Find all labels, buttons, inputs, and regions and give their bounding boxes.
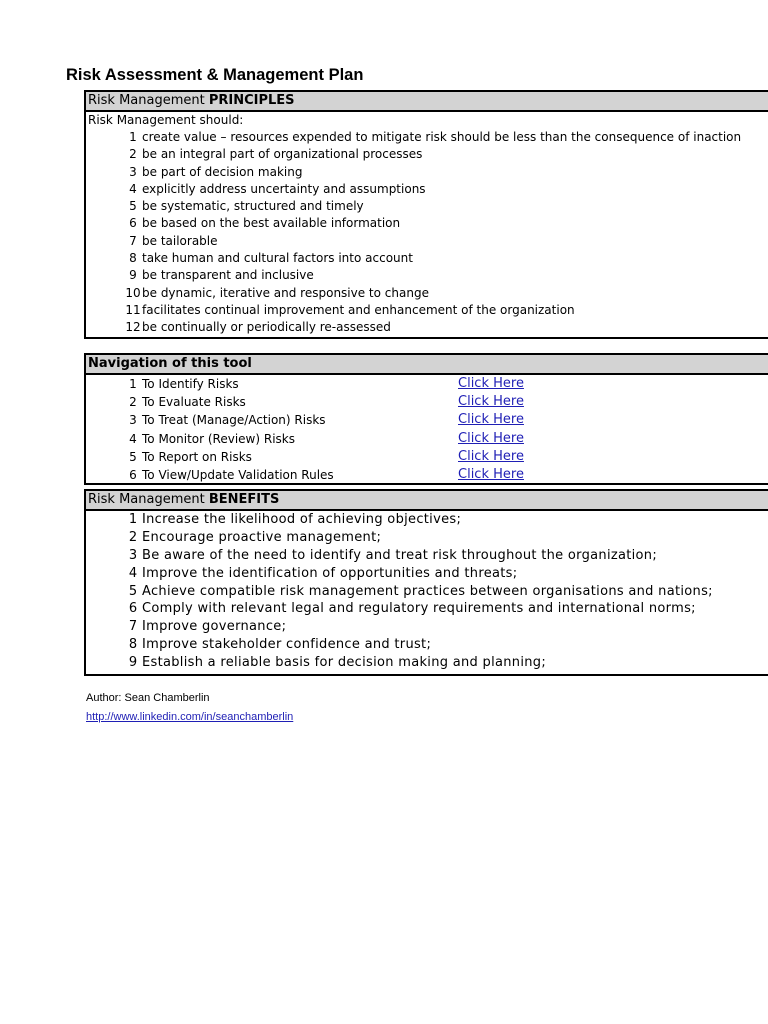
item-text: create value – resources expended to mitigate risk should be less than the consequence of inaction [142, 130, 742, 144]
item-number [86, 375, 142, 393]
item-number-text: 6 [128, 601, 138, 617]
item-text: be tailorable [142, 233, 218, 248]
list-item [86, 302, 768, 319]
item-number-text: 2 [129, 147, 137, 162]
click-here-link[interactable]: Click Here [458, 412, 524, 428]
item-text: Improve the identification of opportunities and threats; [142, 565, 518, 581]
item-number [86, 636, 142, 654]
item-number [86, 547, 142, 565]
item-number-text: 3 [129, 164, 137, 179]
item-text: Establish a reliable basis for decision making and planning; [142, 655, 547, 671]
item-number-text: 5 [128, 583, 138, 599]
principles-section [84, 90, 768, 339]
item-text: be based on the best available information [142, 216, 401, 231]
list-item[interactable] [86, 411, 768, 429]
item-number [86, 618, 142, 636]
list-item [86, 164, 768, 181]
benefits-heading [86, 491, 768, 511]
benefits-heading-bold: BENEFITS [208, 492, 280, 507]
list-item [86, 215, 768, 232]
item-number [86, 215, 142, 232]
item-text: Comply with relevant legal and regulatory requirements and international norms; [142, 601, 696, 617]
item-number-text: 6 [129, 216, 137, 231]
item-number-text: 3 [128, 547, 138, 563]
item-number-text: 1 [128, 512, 138, 527]
item-number [86, 600, 142, 618]
item-text: To Monitor (Review) Risks [142, 431, 295, 446]
principles-heading [86, 92, 768, 112]
list-item [86, 529, 768, 547]
navigation-section [84, 353, 768, 485]
item-number [86, 430, 142, 448]
item-number [86, 285, 142, 302]
item-text: To View/Update Validation Rules [142, 467, 334, 482]
list-item [86, 583, 768, 601]
author-link[interactable]: http://www.linkedin.com/in/seanchamberlin [86, 711, 294, 723]
click-here-link[interactable]: Click Here [458, 466, 524, 482]
author-label: Author: Sean Chamberlin [86, 692, 210, 704]
click-here-link[interactable]: Click Here [458, 430, 524, 446]
item-number-text: 8 [128, 637, 138, 653]
item-number-text: 10 [125, 285, 141, 300]
item-number-text: 12 [125, 320, 141, 335]
item-number [86, 198, 142, 215]
item-number [86, 250, 142, 267]
item-number-text: 4 [129, 181, 137, 196]
list-item [86, 654, 768, 672]
list-item [86, 129, 768, 146]
navigation-heading-label: Navigation of this tool [88, 356, 252, 371]
item-text: be continually or periodically re-assessed [142, 320, 391, 335]
navigation-heading [86, 355, 768, 375]
item-number-text: 9 [128, 655, 138, 671]
item-number-text: 9 [129, 268, 137, 283]
item-number [86, 583, 142, 601]
item-number-text: 11 [125, 302, 141, 317]
item-text: facilitates continual improvement and enhancement of the organization [142, 302, 575, 317]
item-number-text: 7 [129, 233, 137, 248]
item-text: be transparent and inclusive [142, 268, 314, 283]
item-number-text: 1 [129, 377, 137, 391]
item-number-text: 4 [129, 431, 137, 446]
item-number [86, 393, 142, 411]
click-here-link[interactable]: Click Here [458, 376, 524, 391]
item-text: Improve governance; [142, 619, 287, 635]
item-number [86, 654, 142, 672]
item-number-text: 3 [129, 413, 137, 428]
item-number-text: 7 [128, 619, 138, 635]
principles-intro: Risk Management should: [88, 113, 244, 127]
item-number-text: 5 [129, 449, 137, 464]
item-number [86, 181, 142, 198]
item-number [86, 302, 142, 319]
list-item [86, 319, 768, 336]
list-item [86, 267, 768, 284]
list-item[interactable] [86, 430, 768, 448]
item-text: To Treat (Manage/Action) Risks [142, 413, 326, 428]
list-item [86, 600, 768, 618]
list-item [86, 146, 768, 163]
item-number [86, 164, 142, 181]
list-item [86, 636, 768, 654]
item-text: take human and cultural factors into account [142, 251, 413, 266]
list-item[interactable] [86, 466, 768, 484]
item-number [86, 529, 142, 547]
item-number [86, 565, 142, 583]
item-text: Improve stakeholder confidence and trust; [142, 637, 432, 653]
list-item [86, 198, 768, 215]
item-text: be part of decision making [142, 164, 303, 179]
item-text: Be aware of the need to identify and treat risk throughout the organization; [142, 547, 658, 563]
item-text: be dynamic, iterative and responsive to change [142, 285, 429, 300]
list-item [86, 285, 768, 302]
item-number-text: 1 [129, 130, 137, 144]
list-item [86, 547, 768, 565]
principles-list [86, 129, 768, 337]
item-number [86, 448, 142, 466]
list-item [86, 181, 768, 198]
page-title: Risk Assessment & Management Plan [66, 66, 364, 84]
item-text: Increase the likelihood of achieving objectives; [142, 512, 462, 527]
item-number [86, 319, 142, 336]
list-item [86, 565, 768, 583]
item-text: be an integral part of organizational processes [142, 147, 423, 162]
list-item[interactable] [86, 393, 768, 411]
item-text: explicitly address uncertainty and assumptions [142, 181, 426, 196]
item-number [86, 511, 142, 529]
navigation-list [86, 375, 768, 484]
click-here-link[interactable]: Click Here [458, 448, 524, 464]
item-number [86, 267, 142, 284]
item-text: To Report on Risks [142, 449, 252, 464]
benefits-heading-prefix: Risk Management [88, 492, 209, 507]
list-item [86, 250, 768, 267]
item-text: Encourage proactive management; [142, 529, 382, 545]
item-number [86, 466, 142, 484]
item-number-text: 4 [128, 565, 138, 581]
list-item[interactable] [86, 448, 768, 466]
principles-heading-prefix: Risk Management [88, 93, 209, 108]
item-number-text: 2 [128, 529, 138, 545]
benefits-section [84, 489, 768, 676]
item-number [86, 233, 142, 250]
item-text: To Evaluate Risks [142, 395, 246, 410]
list-item [86, 511, 768, 529]
list-item [86, 233, 768, 250]
click-here-link[interactable]: Click Here [458, 394, 524, 410]
item-number-text: 8 [129, 251, 137, 266]
item-number-text: 6 [129, 467, 137, 482]
item-number-text: 2 [129, 395, 137, 410]
item-number-text: 5 [129, 199, 137, 214]
benefits-list [86, 511, 768, 672]
item-text: Achieve compatible risk management practices between organisations and nations; [142, 583, 713, 599]
item-text: To Identify Risks [142, 377, 239, 391]
principles-heading-bold: PRINCIPLES [208, 93, 295, 108]
item-number [86, 146, 142, 163]
list-item[interactable] [86, 375, 768, 393]
item-number [86, 411, 142, 429]
list-item [86, 618, 768, 636]
item-text: be systematic, structured and timely [142, 199, 364, 214]
item-number [86, 129, 142, 146]
